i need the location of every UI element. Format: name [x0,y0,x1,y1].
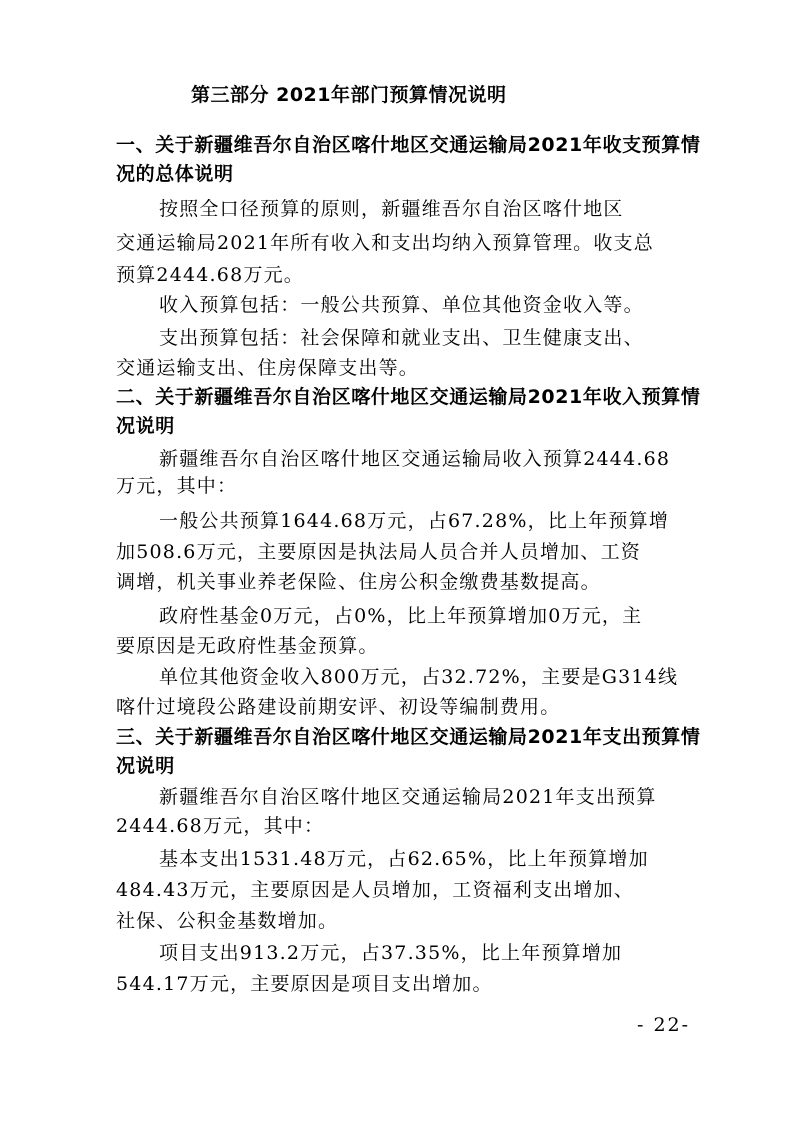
section1-line-1: 按照全口径预算的原则，新疆维吾尔自治区喀什地区 [159,198,624,220]
section2-line-6: 政府性基金0万元，占0%，比上年预算增加0万元，主 [159,605,643,627]
section2-line-9: 喀什过境段公路建设前期安评、初设等编制费用。 [116,696,561,718]
section2-line-4: 加508.6万元，主要原因是执法局人员合并人员增加、工资 [116,541,641,563]
section3-line-3: 基本支出1531.48万元，占62.65%，比上年预算增加 [159,848,649,870]
section3-line-7: 544.17万元，主要原因是项目支出增加。 [116,973,493,995]
section3-line-4: 484.43万元，主要原因是人员增加，工资福利支出增加、 [116,879,635,901]
section1-heading: 一、关于新疆维吾尔自治区喀什地区交通运输局2021年收支预算情况的总体说明 [116,134,701,185]
section3-heading: 三、关于新疆维吾尔自治区喀什地区交通运输局2021年支出预算情况说明 [116,726,701,777]
page-title: 第三部分 2021年部门预算情况说明 [191,84,507,106]
section2-line-8: 单位其他资金收入800万元，占32.72%，主要是G314线 [159,666,679,688]
section2-line-5: 调增，机关事业养老保险、住房公积金缴费基数提高。 [116,571,601,593]
section3-line-5: 社保、公积金基数增加。 [116,910,339,932]
section1-line-2: 交通运输局2021年所有收入和支出均纳入预算管理。收支总 [116,232,654,254]
section2-line-2: 万元，其中： [116,475,238,497]
section3-line-2: 2444.68万元，其中： [116,815,325,837]
section2-line-1: 新疆维吾尔自治区喀什地区交通运输局收入预算2444.68 [159,448,671,470]
section2-line-7: 要原因是无政府性基金预算。 [116,635,379,657]
page-number: - 22- [637,1014,691,1036]
section1-line-6: 交通运输支出、住房保障支出等。 [116,357,420,379]
section3-line-6: 项目支出913.2万元，占37.35%，比上年预算增加 [159,942,623,964]
section1-line-5: 支出预算包括：社会保障和就业支出、卫生健康支出、 [159,327,644,349]
section2-line-3: 一般公共预算1644.68万元，占67.28%，比上年预算增 [159,510,670,532]
section2-heading: 二、关于新疆维吾尔自治区喀什地区交通运输局2021年收入预算情况说明 [116,386,701,437]
section3-line-1: 新疆维吾尔自治区喀什地区交通运输局2021年支出预算 [159,786,657,808]
section1-line-3: 预算2444.68万元。 [116,264,304,286]
section1-line-4: 收入预算包括：一般公共预算、单位其他资金收入等。 [159,294,644,316]
